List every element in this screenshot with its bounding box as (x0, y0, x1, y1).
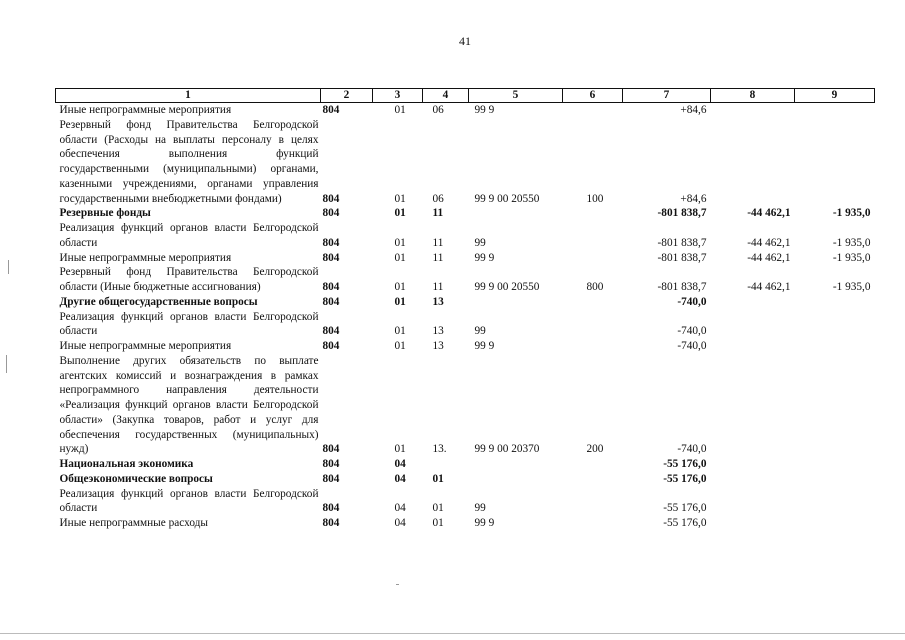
row-description: Иные непрограммные мероприятия (59, 104, 232, 116)
row-code-expense-type (563, 310, 623, 340)
row-code-target (469, 472, 563, 487)
row-description: Общеэкономические вопросы (59, 472, 213, 485)
row-code-target: 99 9 00 20370 (474, 443, 540, 456)
table-row (56, 516, 875, 531)
row-code-expense-type (563, 487, 623, 517)
scan-artifact (6, 355, 7, 373)
row-amount-year-1: -55 176,0 (663, 517, 707, 529)
row-description: Иные непрограммные мероприятия (59, 251, 232, 264)
row-description: Реализация функций органов власти Белгородской области (59, 487, 319, 515)
table-row (56, 103, 875, 118)
table-row (56, 118, 875, 207)
column-header-8: 8 (711, 89, 795, 103)
table-body (56, 103, 875, 531)
row-code-expense-type (563, 457, 623, 472)
row-code-section: 01 (394, 325, 406, 338)
row-code-target (469, 457, 563, 472)
row-code-expense-type (563, 221, 623, 251)
row-amount-year-2 (711, 295, 795, 310)
row-code-target: 99 9 (474, 340, 495, 352)
row-code-target (469, 295, 563, 310)
row-code-ministry: 804 (322, 207, 340, 220)
column-header-3: 3 (373, 89, 423, 103)
row-amount-year-1: -55 176,0 (663, 502, 707, 515)
row-amount-year-2: -44 462,1 (747, 236, 791, 249)
row-code-ministry: 804 (322, 295, 340, 308)
row-amount-year-1: -801 838,7 (657, 281, 707, 293)
row-code-target: 99 9 (474, 104, 495, 116)
row-code-target: 99 9 00 20550 (474, 281, 540, 293)
row-code-target: 99 9 (474, 517, 495, 529)
row-code-target: 99 (474, 502, 486, 515)
row-description: Резервный фонд Правительства Белгородской области (Расходы на выплаты персоналу в целях обеспечения выполнения функций государственными (муниципальными) органами, казенными учреждениями, органами управления государственными внебюджетными фондами) (59, 118, 319, 205)
row-amount-year-2 (711, 487, 795, 517)
row-code-section: 01 (394, 192, 406, 205)
row-amount-year-3 (795, 118, 875, 207)
row-code-subsection: 11 (432, 281, 444, 293)
row-amount-year-2 (711, 118, 795, 207)
page-number: 41 (459, 34, 471, 48)
row-code-expense-type (563, 516, 623, 531)
row-code-section: 04 (394, 472, 406, 485)
row-amount-year-3 (795, 487, 875, 517)
row-amount-year-2 (711, 516, 795, 531)
row-code-section: 01 (394, 340, 406, 352)
row-code-expense-type: 100 (586, 192, 604, 205)
row-code-ministry: 804 (322, 281, 340, 293)
row-code-subsection: 06 (432, 192, 444, 205)
row-amount-year-1: -740,0 (677, 325, 707, 338)
row-amount-year-2 (711, 339, 795, 354)
table-header-row (56, 89, 875, 103)
row-amount-year-1: +84,6 (680, 104, 707, 116)
row-code-subsection: 01 (432, 472, 444, 485)
row-amount-year-3: -1 935,0 (832, 281, 871, 293)
row-code-ministry: 804 (322, 192, 340, 205)
row-code-subsection: 11 (432, 207, 444, 220)
row-code-expense-type (563, 251, 623, 266)
table-row (56, 354, 875, 457)
table-row (56, 487, 875, 517)
row-code-ministry: 804 (322, 443, 340, 456)
row-code-ministry: 804 (322, 458, 340, 470)
row-description: Другие общегосударственные вопросы (59, 295, 258, 308)
row-amount-year-1: -801 838,7 (657, 251, 707, 264)
row-code-target: 99 (474, 236, 486, 249)
column-header-7: 7 (623, 89, 711, 103)
row-code-target: 99 9 00 20550 (474, 192, 540, 205)
row-amount-year-2: -44 462,1 (747, 251, 791, 264)
row-amount-year-1: +84,6 (680, 192, 707, 205)
table-row (56, 221, 875, 251)
row-amount-year-3: -1 935,0 (832, 236, 871, 249)
row-amount-year-3 (795, 295, 875, 310)
row-code-subsection: 06 (432, 104, 444, 116)
table-row (56, 251, 875, 266)
row-code-section: 01 (394, 207, 406, 220)
table-row (56, 295, 875, 310)
row-code-ministry: 804 (322, 340, 340, 352)
row-code-section: 01 (394, 443, 406, 456)
table-row (56, 472, 875, 487)
row-code-section: 01 (394, 295, 406, 308)
row-code-ministry: 804 (322, 517, 340, 529)
row-code-expense-type (563, 339, 623, 354)
row-code-expense-type (563, 472, 623, 487)
column-header-6: 6 (563, 89, 623, 103)
table-row (56, 457, 875, 472)
row-amount-year-1: -801 838,7 (657, 207, 707, 220)
row-description: Резервный фонд Правительства Белгородской области (Иные бюджетные ассигнования) (59, 266, 319, 293)
row-code-section: 01 (394, 236, 406, 249)
row-code-ministry: 804 (322, 325, 340, 338)
column-header-9: 9 (795, 89, 875, 103)
row-code-section: 01 (394, 251, 406, 264)
scan-artifact (396, 584, 399, 585)
row-amount-year-1: -740,0 (677, 295, 707, 308)
row-amount-year-1: -740,0 (677, 443, 707, 456)
row-amount-year-3 (795, 354, 875, 457)
row-code-section: 01 (394, 281, 406, 293)
row-amount-year-3 (795, 310, 875, 340)
row-description: Реализация функций органов власти Белгородской области (59, 310, 319, 338)
row-amount-year-2 (711, 310, 795, 340)
row-code-expense-type (563, 206, 623, 221)
row-code-ministry: 804 (322, 104, 340, 116)
row-amount-year-3: -1 935,0 (832, 207, 871, 220)
row-code-ministry: 804 (322, 236, 340, 249)
table-row (56, 339, 875, 354)
row-code-subsection: 01 (432, 517, 444, 529)
row-code-subsection: 13 (432, 325, 444, 338)
table-row (56, 265, 875, 295)
row-amount-year-1: -740,0 (677, 340, 707, 352)
column-header-1: 1 (56, 89, 321, 103)
row-description: Резервные фонды (59, 207, 151, 220)
row-code-target (469, 206, 563, 221)
row-amount-year-3 (795, 516, 875, 531)
row-amount-year-2 (711, 354, 795, 457)
row-code-subsection: 13 (432, 295, 444, 308)
row-amount-year-3: -1 935,0 (832, 251, 871, 264)
row-code-expense-type: 200 (586, 443, 604, 456)
row-code-subsection: 11 (432, 236, 444, 249)
row-description: Иные непрограммные расходы (59, 517, 209, 529)
row-code-section: 04 (394, 502, 406, 515)
row-code-expense-type (563, 295, 623, 310)
row-amount-year-2: -44 462,1 (747, 281, 791, 293)
column-header-5: 5 (469, 89, 563, 103)
row-code-expense-type (563, 103, 623, 118)
row-amount-year-3 (795, 103, 875, 118)
row-description: Выполнение других обязательств по выплате агентских комиссий и вознаграждения в рамках непрограммного направления деятельности «Реализация функций органов власти Белгородской области» (Закупка товаров, работ и услуг для обеспечения государственных (муниципальных) нужд) (59, 354, 319, 456)
column-header-4: 4 (423, 89, 469, 103)
budget-table (55, 88, 875, 531)
row-code-expense-type: 800 (586, 281, 604, 293)
row-code-section: 04 (394, 458, 406, 470)
row-code-subsection: 01 (432, 502, 444, 515)
row-amount-year-2: -44 462,1 (747, 207, 791, 220)
row-code-section: 01 (394, 104, 406, 116)
row-code-subsection: 11 (432, 251, 444, 264)
table-row (56, 206, 875, 221)
scan-edge-line (0, 633, 905, 634)
row-code-ministry: 804 (322, 502, 340, 515)
table-row (56, 310, 875, 340)
column-header-2: 2 (321, 89, 373, 103)
row-amount-year-2 (711, 457, 795, 472)
row-code-ministry: 804 (322, 472, 340, 485)
row-code-subsection: 13. (432, 443, 447, 456)
row-amount-year-3 (795, 457, 875, 472)
row-amount-year-1: -55 176,0 (663, 458, 707, 470)
row-code-section: 04 (394, 517, 406, 529)
row-amount-year-2 (711, 472, 795, 487)
row-description: Национальная экономика (59, 458, 194, 470)
row-code-subsection: 13 (432, 340, 444, 352)
row-code-target: 99 (474, 325, 486, 338)
row-code-subsection (423, 457, 469, 472)
row-code-target: 99 9 (474, 251, 495, 264)
scan-artifact (8, 260, 9, 274)
row-amount-year-1: -801 838,7 (657, 236, 707, 249)
row-code-ministry: 804 (322, 251, 340, 264)
row-description: Иные непрограммные мероприятия (59, 340, 232, 352)
row-amount-year-1: -55 176,0 (663, 472, 707, 485)
row-amount-year-3 (795, 472, 875, 487)
row-amount-year-2 (711, 103, 795, 118)
row-amount-year-3 (795, 339, 875, 354)
row-description: Реализация функций органов власти Белгородской области (59, 222, 319, 249)
